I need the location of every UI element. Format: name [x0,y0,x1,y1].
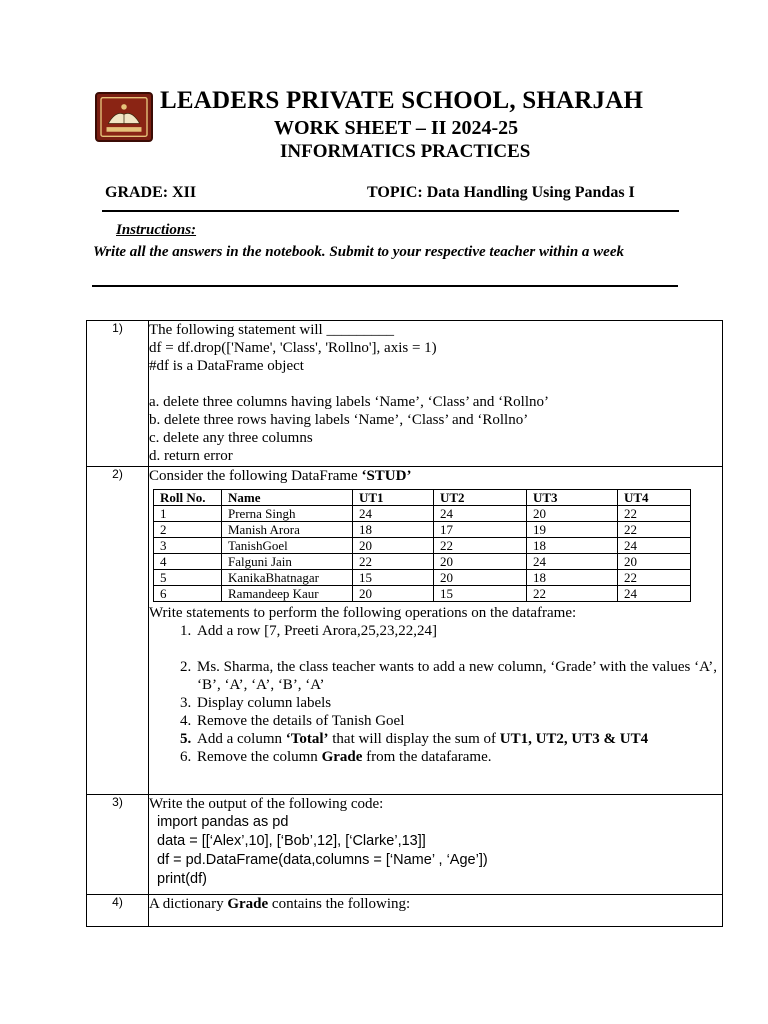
question-text: Consider the following DataFrame ‘STUD’ [149,468,412,484]
code-line: df = df.drop(['Name', 'Class', 'Rollno'], axis = 1) [149,340,437,356]
topic-label: TOPIC: Data Handling Using Pandas I [367,184,635,201]
question-number: 1) [87,321,149,467]
table-cell: 5 [154,570,222,586]
table-cell: 24 [618,538,691,554]
table-cell: 24 [527,554,618,570]
table-row [154,506,691,522]
table-cell: 1 [154,506,222,522]
table-cell: 22 [618,570,691,586]
table-cell: 22 [618,506,691,522]
table-cell: Manish Arora [222,522,353,538]
table-cell: 15 [434,586,527,602]
table-cell: Prerna Singh [222,506,353,522]
worksheet-title: WORK SHEET – II 2024-25 [274,117,519,139]
instructions-text: Write all the answers in the notebook. Submit to your respective teacher within a week [93,244,624,260]
question-content [149,467,723,795]
code-comment: #df is a DataFrame object [149,358,304,374]
table-cell: Ramandeep Kaur [222,586,353,602]
code-line: import pandas as pd [157,814,289,830]
questions-table [86,320,723,927]
table-cell: 20 [353,586,434,602]
table-cell: 6 [154,586,222,602]
stud-header: UT4 [618,490,691,506]
table-cell: 20 [618,554,691,570]
code-line: df = pd.DataFrame(data,columns = [‘Name’ , ‘Age’]) [157,852,488,868]
dataframe-name: ‘STUD’ [361,468,412,484]
table-row [154,522,691,538]
stud-header: UT1 [353,490,434,506]
table-cell: Falguni Jain [222,554,353,570]
stud-header: UT3 [527,490,618,506]
stud-header: UT2 [434,490,527,506]
divider [102,210,679,212]
table-cell: 20 [527,506,618,522]
divider [92,285,678,287]
operation-item: 6. Remove the column Grade from the datafarame. [195,748,722,766]
option-b: b. delete three rows having labels ‘Name’, ‘Class’ and ‘Rollno’ [149,412,529,428]
operation-item: 2. Ms. Sharma, the class teacher wants to add a new column, ‘Grade’ with the values ‘A’, ‘B’, ‘A’, ‘A’, ‘B’, ‘A’ [195,658,722,694]
table-cell: 22 [618,522,691,538]
question-row [87,467,723,795]
table-cell: TanishGoel [222,538,353,554]
question-text: The following statement will _________ [149,322,394,338]
stud-header: Roll No. [154,490,222,506]
table-cell: 22 [353,554,434,570]
option-d: d. return error [149,448,233,464]
table-cell: 3 [154,538,222,554]
table-cell: 18 [353,522,434,538]
table-cell: 24 [618,586,691,602]
table-row [154,586,691,602]
question-content [149,895,723,927]
question-text: Write the output of the following code: [149,796,384,812]
table-cell: 18 [527,570,618,586]
stud-table [153,489,691,602]
code-line: print(df) [157,871,207,887]
option-a: a. delete three columns having labels ‘Name’, ‘Class’ and ‘Rollno’ [149,394,550,410]
operation-item: 3. Display column labels [195,694,722,712]
operation-item: 4. Remove the details of Tanish Goel [195,712,722,730]
table-cell: 18 [527,538,618,554]
question-content [149,795,723,895]
question-number: 4) [87,895,149,927]
table-cell: KanikaBhatnagar [222,570,353,586]
instructions-heading: Instructions: [116,222,197,238]
table-row [154,570,691,586]
table-row [154,554,691,570]
table-cell: 15 [353,570,434,586]
grade-label: GRADE: XII [105,184,197,201]
option-c: c. delete any three columns [149,430,313,446]
school-name: LEADERS PRIVATE SCHOOL, SHARJAH [160,87,644,114]
table-cell: 20 [434,554,527,570]
question-row [87,795,723,895]
table-cell: 24 [353,506,434,522]
table-cell: 22 [527,586,618,602]
table-cell: 4 [154,554,222,570]
table-cell: 24 [434,506,527,522]
operation-item: 5. Add a column ‘Total’ that will display the sum of UT1, UT2, UT3 & UT4 [195,730,722,748]
question-row [87,895,723,927]
table-cell: 22 [434,538,527,554]
table-cell: 2 [154,522,222,538]
table-cell: 19 [527,522,618,538]
operations-list [149,622,722,766]
school-logo [95,92,153,142]
question-content [149,321,723,467]
operation-item: 1. Add a row [7, Preeti Arora,25,23,22,24] [195,622,722,640]
table-cell: 20 [434,570,527,586]
question-number: 2) [87,467,149,795]
table-row [154,538,691,554]
table-cell: 20 [353,538,434,554]
table-cell: 17 [434,522,527,538]
question-text: A dictionary Grade contains the following: [149,896,411,912]
question-number: 3) [87,795,149,895]
code-line: data = [[‘Alex’,10], [‘Bob’,12], [‘Clarke’,13]] [157,833,426,849]
stud-header-row [154,490,691,506]
operations-intro: Write statements to perform the following operations on the dataframe: [149,605,577,621]
question-row [87,321,723,467]
subject-title: INFORMATICS PRACTICES [280,141,531,162]
stud-header: Name [222,490,353,506]
